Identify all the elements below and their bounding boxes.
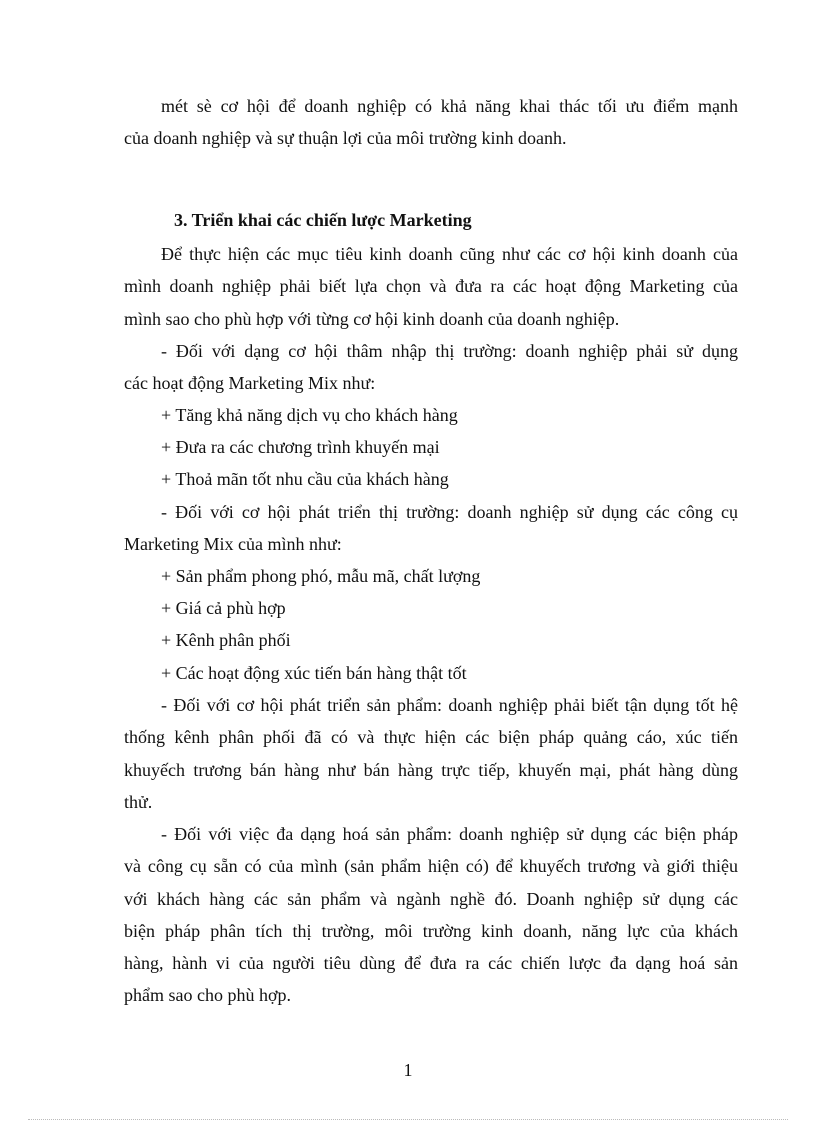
list-item: + Các hoạt động xúc tiến bán hàng thật tốt: [161, 663, 467, 683]
text-line: khuyếch trương bán hàng như bán hàng trực tiếp, khuyến mại, phát hàng dùng: [124, 759, 738, 780]
text-line: biện pháp phân tích thị trường, môi trường kinh doanh, năng lực của khách: [124, 920, 738, 941]
paragraph-intro-strategy: [124, 238, 738, 335]
list-item: + Sản phẩm phong phó, mẫu mã, chất lượng: [161, 566, 481, 586]
section-heading: 3. Triển khai các chiến lược Marketing: [174, 210, 472, 230]
text-line: hàng, hành vi của người tiêu dùng để đưa ra các chiến lược đa dạng hoá sản: [124, 953, 738, 974]
text-line: mét sè cơ hội để doanh nghiệp có khả năng khai thác tối ưu điểm mạnh: [161, 96, 738, 116]
paragraph-diversification: [124, 818, 738, 1012]
text-line: mình doanh nghiệp phải biết lựa chọn và đưa ra các hoạt động Marketing của: [124, 276, 738, 297]
text-line: thử.: [124, 791, 153, 812]
text-line: thống kênh phân phối đã có và thực hiện các biện pháp quảng cáo, xúc tiến: [124, 727, 738, 748]
list-item: + Giá cả phù hợp: [161, 598, 286, 618]
list-item: + Tăng khả năng dịch vụ cho khách hàng: [161, 405, 458, 425]
paragraph-product-development: [124, 689, 738, 818]
page-footer-divider: [28, 1119, 788, 1120]
list-item: + Thoả mãn tốt nhu cầu của khách hàng: [161, 469, 449, 489]
list-item: + Kênh phân phối: [161, 630, 291, 650]
text-line: và công cụ sẵn có của mình (sản phẩm hiện có) để khuyếch trương và giới thiệu: [124, 856, 738, 877]
text-line: mình sao cho phù hợp với từng cơ hội kinh doanh của doanh nghiệp.: [124, 308, 620, 329]
text-line: - Đối với dạng cơ hội thâm nhập thị trường: doanh nghiệp phải sử dụng: [161, 341, 738, 361]
text-line: - Đối với cơ hội phát triển thị trường: doanh nghiệp sử dụng các công cụ: [161, 502, 738, 522]
intro-paragraph: [124, 90, 738, 155]
list-item: + Đưa ra các chương trình khuyến mại: [161, 437, 440, 457]
text-line: với khách hàng các sản phẩm và ngành nghề đó. Doanh nghiệp sử dụng các: [124, 888, 738, 909]
text-line: - Đối với việc đa dạng hoá sản phẩm: doanh nghiệp sử dụng các biện pháp: [161, 824, 738, 844]
text-line: của doanh nghiệp và sự thuận lợi của môi trường kinh doanh.: [124, 128, 567, 149]
text-line: phẩm sao cho phù hợp.: [124, 985, 291, 1006]
paragraph-market-development: [124, 496, 738, 561]
page-number: 1: [403, 1060, 413, 1080]
text-line: - Đối với cơ hội phát triển sản phẩm: doanh nghiệp phải biết tận dụng tốt hệ: [161, 695, 738, 715]
text-line: Marketing Mix của mình như:: [124, 534, 342, 555]
text-line: các hoạt động Marketing Mix như:: [124, 373, 376, 394]
paragraph-market-penetration: [124, 335, 738, 400]
text-line: Để thực hiện các mục tiêu kinh doanh cũng như các cơ hội kinh doanh của: [161, 244, 738, 264]
